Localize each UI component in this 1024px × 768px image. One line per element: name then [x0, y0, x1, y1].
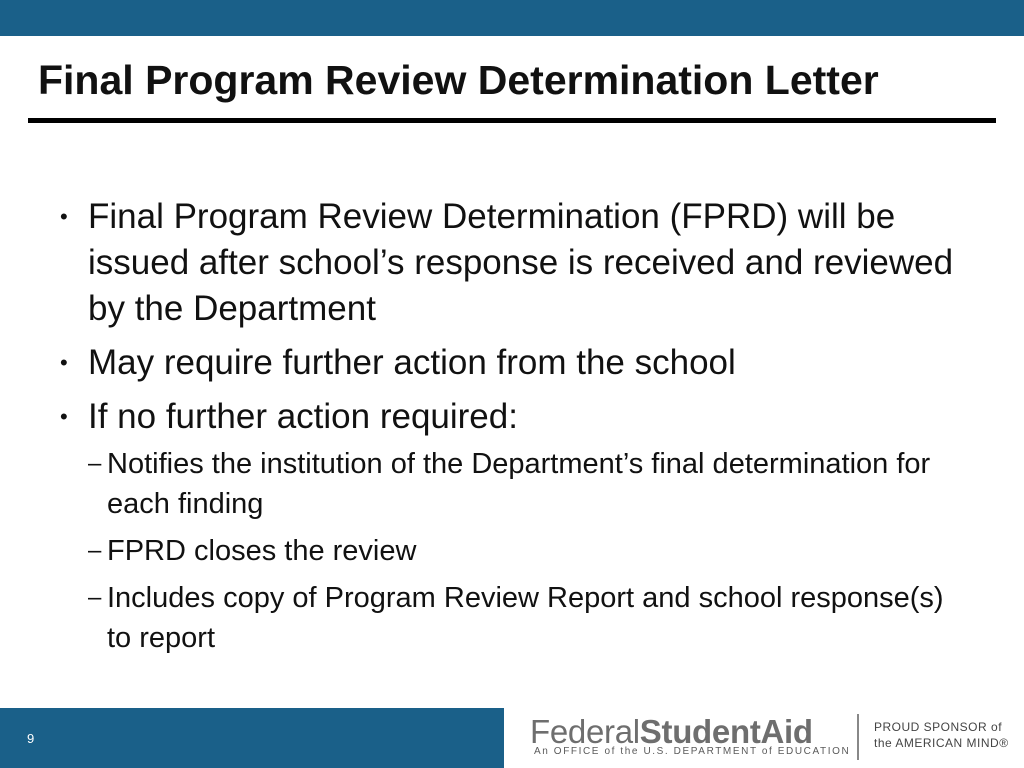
bullet-text: Final Program Review Determination (FPRD) will be issued after school’s response is received and reviewed by the Department	[88, 197, 954, 328]
dash-marker: –	[88, 584, 102, 611]
dash-marker: –	[88, 537, 102, 564]
logo-tagline: An OFFICE of the U.S. DEPARTMENT of EDUCATION	[534, 746, 851, 757]
sub-bullet-text: Includes copy of Program Review Report and school response(s) to report	[107, 582, 944, 654]
sponsor-text: PROUD SPONSOR of the AMERICAN MIND®	[874, 720, 1009, 750]
dash-marker: –	[88, 450, 102, 477]
title-underline	[28, 118, 996, 123]
bullet-text: If no further action required:	[88, 397, 518, 436]
sub-bullet-item	[60, 578, 960, 658]
top-banner	[0, 0, 1024, 36]
bullet-item	[60, 194, 960, 332]
slide-title: Final Program Review Determination Letter	[38, 57, 879, 103]
bullet-item	[60, 340, 960, 386]
bullet-item	[60, 394, 960, 440]
federal-student-aid-logo	[530, 708, 1024, 768]
bullet-marker: •	[60, 350, 68, 375]
bullet-text: May require further action from the school	[88, 343, 736, 382]
sub-bullet-item	[60, 444, 960, 524]
logo-wordmark: FederalStudentAid	[530, 713, 813, 750]
sub-bullet-item	[60, 531, 960, 571]
page-number: 9	[27, 731, 35, 746]
sub-bullet-text: FPRD closes the review	[107, 535, 417, 567]
sub-bullet-text: Notifies the institution of the Department’s final determination for each finding	[107, 448, 931, 520]
bullet-marker: •	[60, 404, 68, 429]
slide-content	[60, 194, 960, 665]
logo-divider	[857, 714, 859, 760]
bullet-marker: •	[60, 204, 68, 229]
footer-bar	[0, 708, 504, 768]
